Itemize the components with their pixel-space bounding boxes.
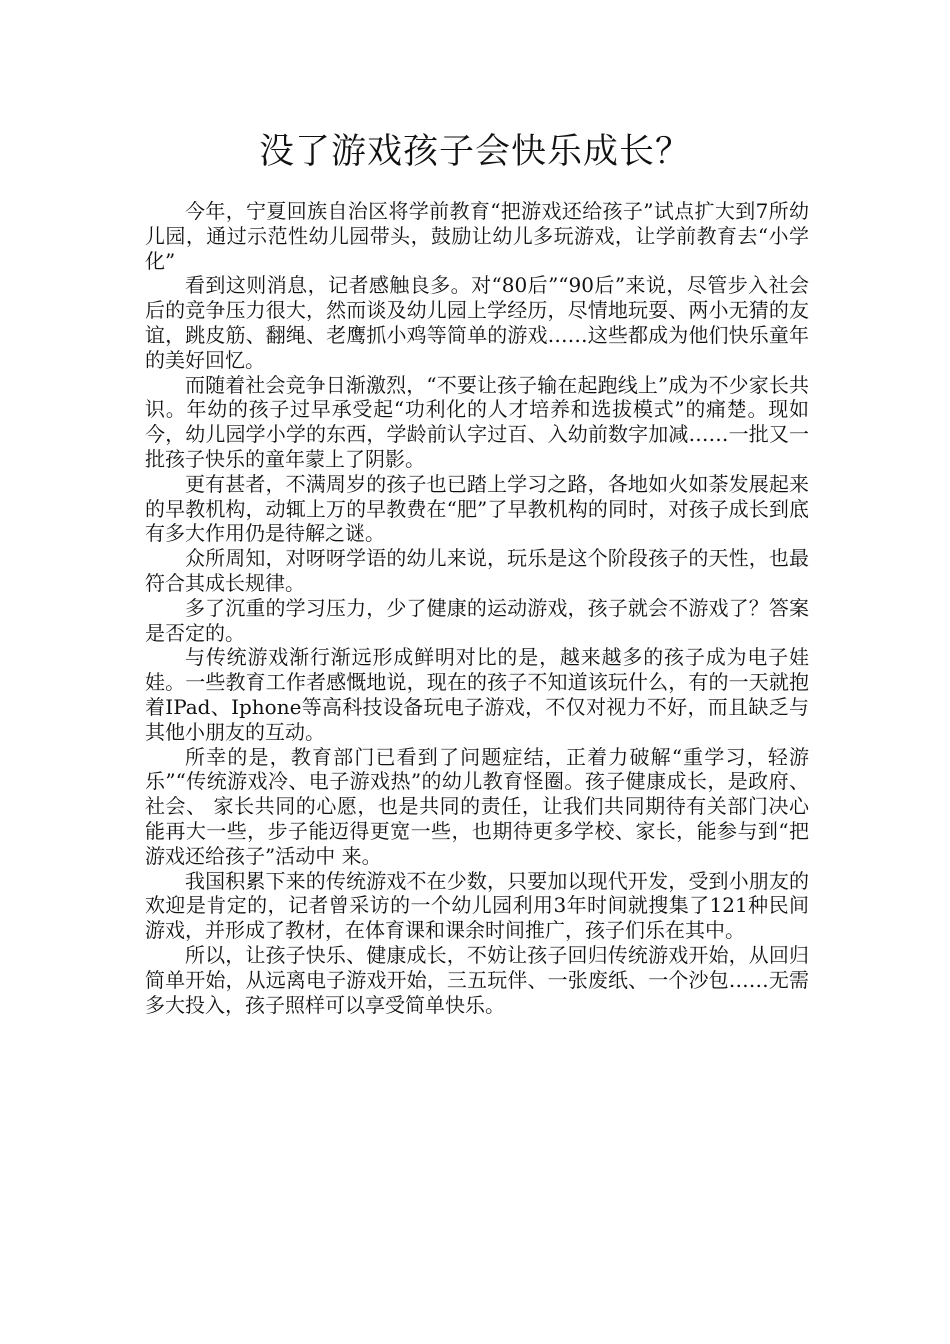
paragraph: 今年，宁夏回族自治区将学前教育“把游戏还给孩子”试点扩大到7所幼儿园，通过示范性幼儿园带头，鼓励让幼儿多玩游戏，让学前教育去“小学化”	[145, 199, 809, 273]
document-body	[145, 199, 809, 1017]
paragraph: 而随着社会竞争日渐激烈，“不要让孩子输在起跑线上”成为不少家长共识。年幼的孩子过早承受起“功利化的人才培养和选拔模式”的痛楚。现如今，幼儿园学小学的东西，学龄前认字过百、入幼前数字加减……一批又一批孩子快乐的童年蒙上了阴影。	[145, 372, 809, 471]
paragraph: 所以，让孩子快乐、健康成长，不妨让孩子回归传统游戏开始，从回归简单开始，从远离电子游戏开始，三五玩伴、一张废纸、一个沙包……无需多大投入，孩子照样可以享受简单快乐。	[145, 942, 809, 1017]
paragraph: 多了沉重的学习压力，少了健康的运动游戏，孩子就会不游戏了？答案是否定的。	[145, 595, 809, 645]
paragraph: 更有甚者，不满周岁的孩子也已踏上学习之路，各地如火如荼发展起来的早教机构，动辄上万的早教费在“肥”了早教机构的同时，对孩子成长到底有多大作用仍是待解之谜。	[145, 471, 809, 546]
paragraph: 所幸的是，教育部门已看到了问题症结，正着力破解“重学习，轻游乐”“传统游戏冷、电子游戏热”的幼儿教育怪圈。孩子健康成长，是政府、社会、 家长共同的心愿，也是共同的责任，让我们共同期待有关部门决心能再大一些，步子能迈得更宽一些，也期待更多学校、家长，能参与到“把游戏还给孩子”活动中 来。	[145, 744, 809, 868]
paragraph: 众所周知，对呀呀学语的幼儿来说，玩乐是这个阶段孩子的天性，也最符合其成长规律。	[145, 546, 809, 595]
paragraph: 看到这则消息，记者感触良多。对“80后”“90后”来说，尽管步入社会后的竞争压力很大，然而谈及幼儿园上学经历，尽情地玩耍、两小无猜的友谊，跳皮筋、翻绳、老鹰抓小鸡等简单的游戏……这些都成为他们快乐童年的美好回忆。	[145, 273, 809, 372]
document-title: 没了游戏孩子会快乐成长？	[258, 132, 691, 172]
paragraph: 与传统游戏渐行渐远形成鲜明对比的是，越来越多的孩子成为电子娃娃。一些教育工作者感慨地说，现在的孩子不知道该玩什么，有的一天就抱着IPad、Iphone等高科技设备玩电子游戏，不仅对视力不好，而且缺乏与其他小朋友的互动。	[145, 645, 809, 744]
paragraph: 我国积累下来的传统游戏不在少数，只要加以现代开发，受到小朋友的欢迎是肯定的，记者曾采访的一个幼儿园利用3年时间就搜集了121种民间游戏，并形成了教材，在体育课和课余时间推广，孩子们乐在其中。	[145, 868, 809, 943]
